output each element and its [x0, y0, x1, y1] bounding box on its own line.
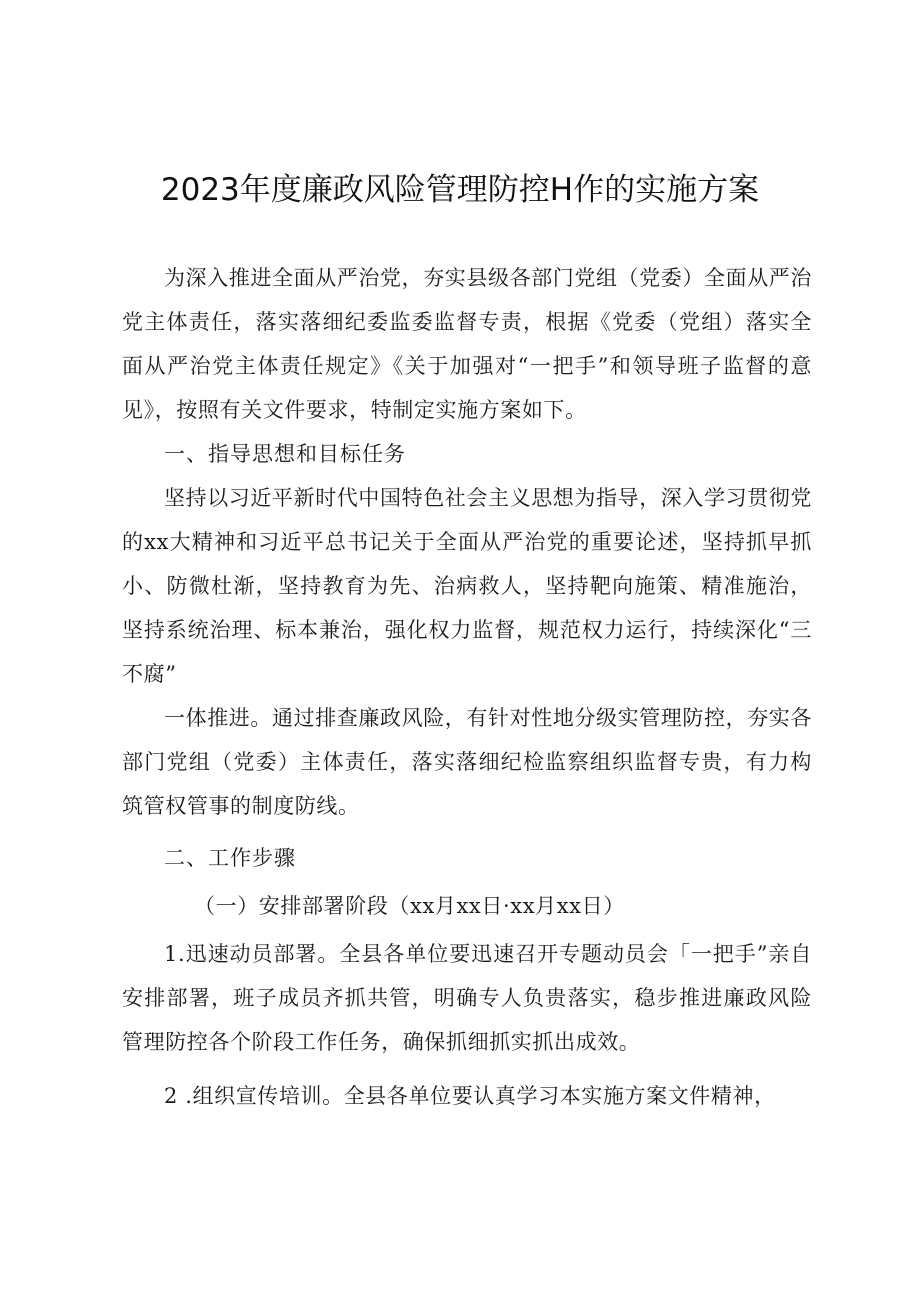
step-2-paragraph: 2 .组织宣传培训。全县各单位要认真学习本实施方案文件精神， [164, 1084, 776, 1108]
subsection-heading-1: （一）安排部署阶段（xx月xx日·xx月xx日） [194, 894, 625, 918]
section-heading-2: 二、工作步骤 [164, 846, 296, 870]
guiding-principles-paragraph: 坚持以习近平新时代中国特色社会主义思想为指导，深入学习贯彻党的xx大精神和习近平总书记关于全面从严治党的重要论述，坚持抓早抓小、防微杜渐，坚持教育为先、治病救人，坚持靶向施策、精准施治，坚持系统治理、标本兼治，强化权力监督，规范权力运行，持续深化“三不腐” [122, 486, 812, 686]
document-body [122, 256, 812, 1118]
document-title: 2023年度廉政风险管理防控H作的实施方案 [160, 172, 760, 208]
section-heading-1: 一、指导思想和目标任务 [164, 442, 406, 466]
intro-paragraph: 为深入推进全面从严治党，夯实县级各部门党组（党委）全面从严治党主体责任，落实落细纪委监委监督专责，根据《党委（党组）落实全面从严治党主体责任规定》《关于加强对“一把手”和领导班子监督的意见》，按照有关文件要求，特制定实施方案如下。 [122, 266, 812, 422]
step-1-paragraph: 1.迅速动员部署。全县各单位要迅速召开专题动员会「一把手”亲自安排部署，班子成员齐抓共管，明确专人负贵落实，稳步推进廉政风险管理防控各个阶段工作任务，确保抓细抓实抓出成效。 [122, 942, 812, 1054]
integrated-advance-paragraph: 一体推进。通过排查廉政风险，有针对性地分级实管理防控，夯实各部门党组（党委）主体责任，落实落细纪检监察组织监督专贵，有力构筑管权管事的制度防线。 [122, 706, 812, 818]
